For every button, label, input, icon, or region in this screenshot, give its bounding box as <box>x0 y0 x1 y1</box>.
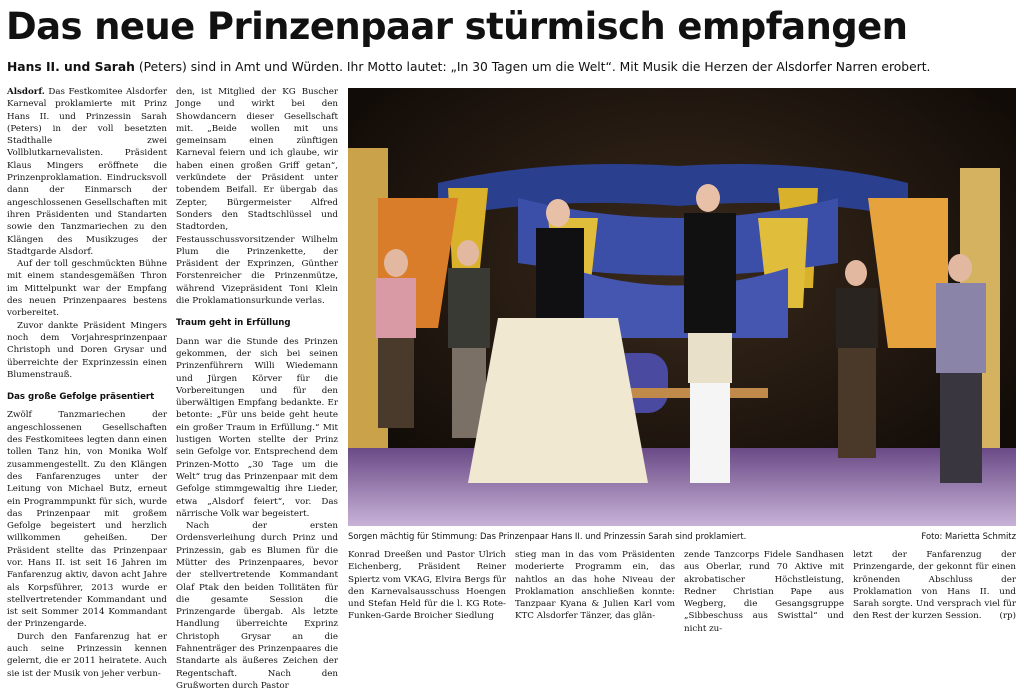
article-column-5: zende Tanzcorps Fidele Sandhasen aus Oberlar, rund 70 Aktive mit akrobatischer Höchstleistung, Redner Christian Pape aus Wegberg, die Gesangsgruppe „Sibbeschuss aus Swisttal“ und nicht zu- <box>684 550 844 634</box>
dateline: Alsdorf. <box>7 87 45 97</box>
article-column-1 <box>7 86 167 679</box>
paragraph-text: letzt der Fanfarenzug der Prinzengarde, der gekonnt für einen krönenden Abschluss der Proklamation von Hans II. und Sarah sorgte. Und versprach viel für den Rest der kurzen Session. <box>853 550 1016 622</box>
paragraph: Auf der toll geschmückten Bühne mit einem standesgemäßen Thron im Mittelpunkt war der Empfang des neuen Prinzenpaares bestens vorbereitet. <box>7 259 167 319</box>
paragraph: Zwölf Tanzmariechen der angeschlossenen Gesellschaften des Festkomitees legten dann einen tollen Tanz hin, von Monika Wolf zusammengestellt. Zu den Klängen des Fanfarenzuges unter der Leitung von Michael Butz, erneut ein Programmpunkt für sich, wurde das Prinzenpaar mit großem Gefolge begeistert und herzlich willkommen geheißen. Der Präsident stellte das Prinzenpaar vor. Hans II. ist seit 16 Jahren im Fanfarenzug aktiv, davon acht Jahre als Korpsführer, 2013 wurde er stellvertretender Kommandant und ist seit Sommer 2014 Kommandant der Prinzengarde. <box>7 410 167 630</box>
paragraph <box>7 86 167 258</box>
subheadline <box>7 58 1019 76</box>
paragraph: Nach der ersten Ordensverleihung durch Prinz und Prinzessin, gab es Blumen für die Mütter des Prinzenpaares, bevor der stellvertretende Kommandant Olaf Ptak den beiden Tollitäten für die gesamte Session die Prinzengarde übergab. Als letzte Handlung überreichte Exprinz Christoph Grysar an die Fahnenträger des Prinzenpaares die Standarte als äußeres Zeichen der Regentschaft. Nach den Grußworten durch Pastor <box>176 521 338 691</box>
article-column-3: Konrad Dreeßen und Pastor Ulrich Eichenberg, Präsident Reiner Spiertz vom VKAG, Elvira Bergs für den Karnevalsausschuss Hoengen und Stefan Held für die l. KG Rote-Funken-Garde Broicher Siedlung <box>348 550 506 622</box>
subheadline-text: (Peters) sind in Amt und Würden. Ihr Motto lautet: „In 30 Tagen um die Welt“. Mit Musik die Herzen der Alsdorfer Narren erobert. <box>134 60 931 74</box>
stage-photo-illustration <box>348 88 1016 526</box>
subheadline-lead: Hans II. und Sarah <box>7 60 135 74</box>
paragraph: Dann war die Stunde des Prinzen gekommen, der sich bei seinen Prinzenführern Willi Wiedemann und Jürgen Körver für die Vorbereitungen und für den überwältigen Empfang bedankte. Er betonte: „Für uns beide geht heute ein großer Traum in Erfüllung.“ Mit lustigen Worten stellte der Prinz sein Gefolge vor. Entsprechend dem Prinzen-Motto „30 Tage um die Welt“ trug das Prinzenpaar mit dem Gefolge stimmgewaltig ihre Lieder, etwa „Alsdorf feiert“, vor. Das närrische Volk war begeistert. <box>176 336 338 519</box>
headline: Das neue Prinzenpaar stürmisch empfangen <box>6 5 908 48</box>
photo-caption <box>348 529 1016 543</box>
paragraph: Durch den Fanfarenzug hat er auch seine Prinzessin kennen gelernt, die er 2011 heiratete. Auch sie ist der Musik von jeher verbun- <box>7 631 167 679</box>
photo-credit: Foto: Marietta Schmitz <box>921 531 1016 541</box>
paragraph-text: Das Festkomitee Alsdorfer Karneval proklamierte mit Prinz Hans II. und Prinzessin Sarah (Peters) in der voll besetzten Stadthalle zwei Vollblutkarnevalisten. Präsident Klaus Mingers eröffnete die Prinzenproklamation. Eindrucksvoll dann der Einmarsch der angeschlossenen Gesellschaften mit ihren Präsidenten und Standarten sowie den Tanzmariechen zu den Klängen des Musikzuges der Stadtgarde Alsdorf. <box>7 87 167 257</box>
article-column-4: stieg man in das vom Präsidenten moderierte Programm ein, das nahtlos an das hohe Niveau der Proklamation anschließen konnte: Tanzpaar Kyana & Julien Karl vom KTC Alsdorfer Tänzer, das glän- <box>515 550 675 622</box>
caption-text: Sorgen mächtig für Stimmung: Das Prinzenpaar Hans II. und Prinzessin Sarah sind proklamiert. <box>348 531 747 541</box>
stage-photo <box>348 88 1016 526</box>
subheading: Das große Gefolge präsentiert <box>7 392 155 403</box>
paragraph: Zuvor dankte Präsident Mingers noch dem Vorjahresprinzenpaar Christoph und Doren Grysar und überreichte der Exprinzessin einen Blumenstrauß. <box>7 320 167 380</box>
article-column-6 <box>853 549 1016 634</box>
paragraph: den, ist Mitglied der KG Buscher Jonge und wirkt bei den Showdancern dieser Gesellschaft mit. „Beide wollen mit uns gemeinsam einen zünftigen Karneval feiern und ich glaube, wir haben einen großen Griff getan“, verkündete der Präsident unter tobendem Beifall. Er übergab das Zepter, Bürgermeister Alfred Sonders den Stadtschlüssel und Stadtorden, Festausschussvorsitzender Wilhelm Plum die Prinzenkette, der Präsident der Exprinzen, Günther Forstenreicher die Prinzenmütze, während Vizepräsident Toni Klein die Proklamationsurkunde verlas. <box>176 87 338 307</box>
author-sign: (rp) <box>999 611 1016 622</box>
subheading: Traum geht in Erfüllung <box>176 318 291 329</box>
article-column-2 <box>176 86 338 691</box>
